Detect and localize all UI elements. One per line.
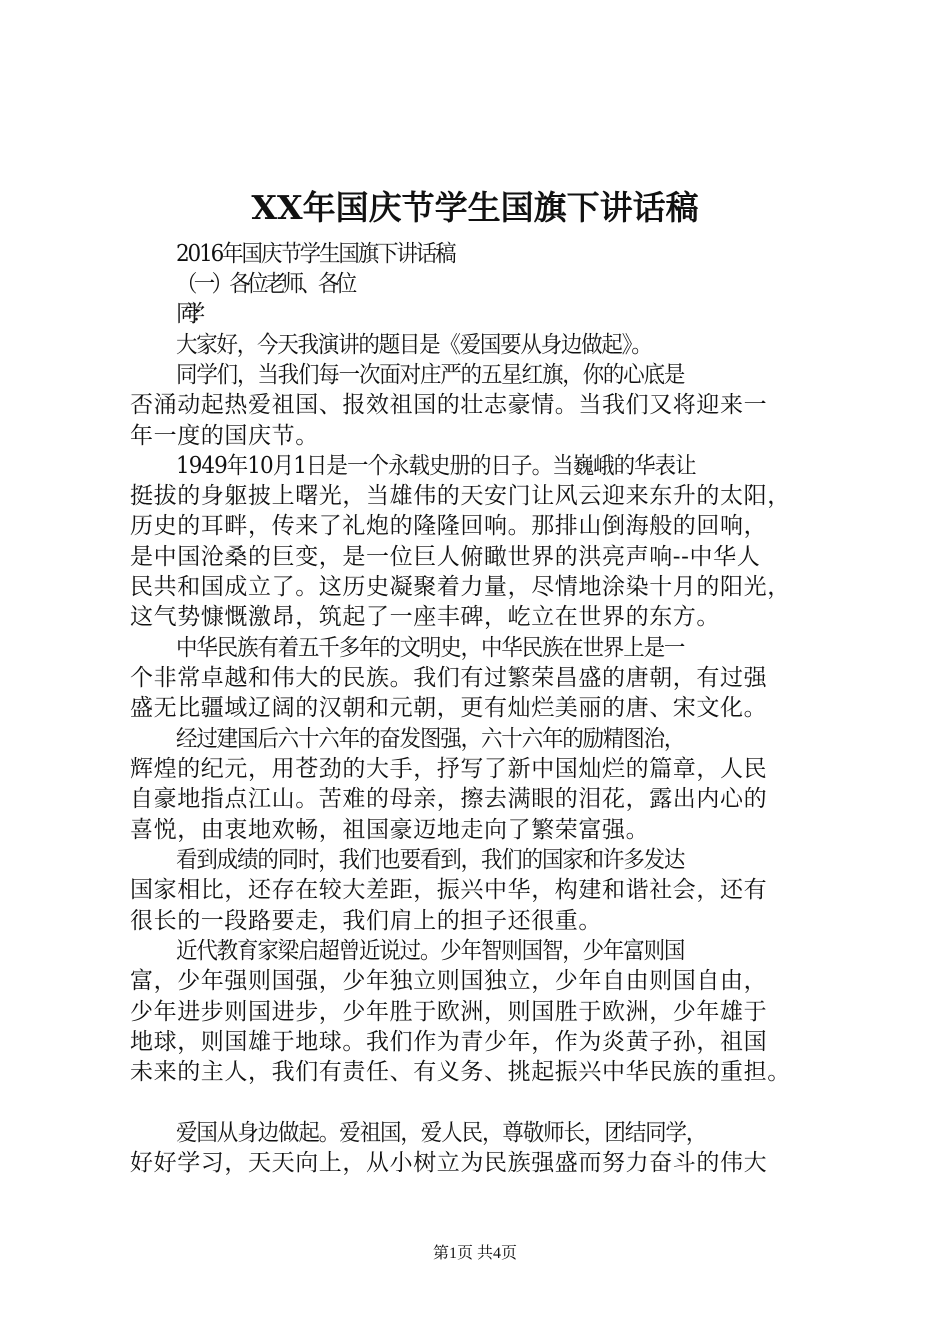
paragraph-line: 地球，则国雄于地球。我们作为青少年，作为炎黄子孙，祖国 bbox=[130, 1029, 768, 1055]
paragraph-line: 未来的主人，我们有责任、有义务、挑起振兴中华民族的重担。 bbox=[130, 1059, 791, 1085]
paragraph-line: 否涌动起热爱祖国、报效祖国的壮志豪情。当我们又将迎来一 bbox=[130, 392, 768, 418]
paragraph-line: 同学们，当我们每一次面对庄严的五星红旗，你的心底是 bbox=[176, 362, 685, 388]
paragraph-line: 辉煌的纪元，用苍劲的大手，抒写了新中国灿烂的篇章，人民 bbox=[130, 756, 768, 782]
page-footer: 第1页 共4页 bbox=[432, 1245, 517, 1262]
paragraph-line: 近代教育家梁启超曾近说过。少年智则国智，少年富则国 bbox=[176, 938, 685, 964]
paragraph-line: 这气势慷慨激昂，筑起了一座丰碑，屹立在世界的东方。 bbox=[130, 604, 720, 630]
paragraph-line: 同学： bbox=[176, 301, 200, 327]
paragraph-line: 盛无比疆域辽阔的汉朝和元朝，更有灿烂美丽的唐、宋文化。 bbox=[130, 695, 768, 721]
paragraph-line: 2016年国庆节学生国旗下讲话稿 bbox=[176, 241, 455, 267]
paragraph-line: 历史的耳畔，传来了礼炮的隆隆回响。那排山倒海般的回响， bbox=[130, 513, 768, 539]
paragraph-line: 自豪地指点江山。苦难的母亲，擦去满眼的泪花，露出内心的 bbox=[130, 786, 768, 812]
paragraph-line: 经过建国后六十六年的奋发图强，六十六年的励精图治， bbox=[176, 726, 685, 752]
paragraph-line: 喜悦，由衷地欢畅，祖国豪迈地走向了繁荣富强。 bbox=[130, 817, 650, 843]
paragraph-line: 好好学习，天天向上，从小树立为民族强盛而努力奋斗的伟大 bbox=[130, 1150, 768, 1176]
paragraph-line: 个非常卓越和伟大的民族。我们有过繁荣昌盛的唐朝，有过强 bbox=[130, 665, 768, 691]
paragraph-line: 民共和国成立了。这历史凝聚着力量，尽情地涂染十月的阳光， bbox=[130, 574, 791, 600]
paragraph-line: 挺拔的身躯披上曙光，当雄伟的天安门让风云迎来东升的太阳， bbox=[130, 483, 791, 509]
paragraph-line: 少年进步则国进步，少年胜于欧洲，则国胜于欧洲，少年雄于 bbox=[130, 999, 768, 1025]
paragraph-line: 大家好，今天我演讲的题目是《爱国要从身边做起》。 bbox=[176, 332, 652, 358]
paragraph-line: 国家相比，还存在较大差距，振兴中华，构建和谐社会，还有 bbox=[130, 877, 768, 903]
paragraph-line: 年一度的国庆节。 bbox=[130, 423, 319, 449]
paragraph-line: 是中国沧桑的巨变，是一位巨人俯瞰世界的洪亮声响--中华人 bbox=[130, 544, 761, 570]
paragraph-line: 看到成绩的同时，我们也要看到，我们的国家和许多发达 bbox=[176, 847, 685, 873]
document-title: XX年国庆节学生国旗下讲话稿 bbox=[251, 188, 699, 227]
paragraph-line: 很长的一段路要走，我们肩上的担子还很重。 bbox=[130, 908, 602, 934]
paragraph-line: （一）各位老师、各位 bbox=[176, 271, 354, 297]
paragraph-line: 爱国从身边做起。爱祖国，爱人民，尊敬师长，团结同学， bbox=[176, 1120, 707, 1146]
paragraph-line: 富，少年强则国强，少年独立则国独立，少年自由则国自由， bbox=[130, 968, 768, 994]
paragraph-line: 中华民族有着五千多年的文明史，中华民族在世界上是一 bbox=[176, 635, 685, 661]
paragraph-line: 1949年10月1日是一个永载史册的日子。当巍峨的华表让 bbox=[176, 453, 696, 479]
